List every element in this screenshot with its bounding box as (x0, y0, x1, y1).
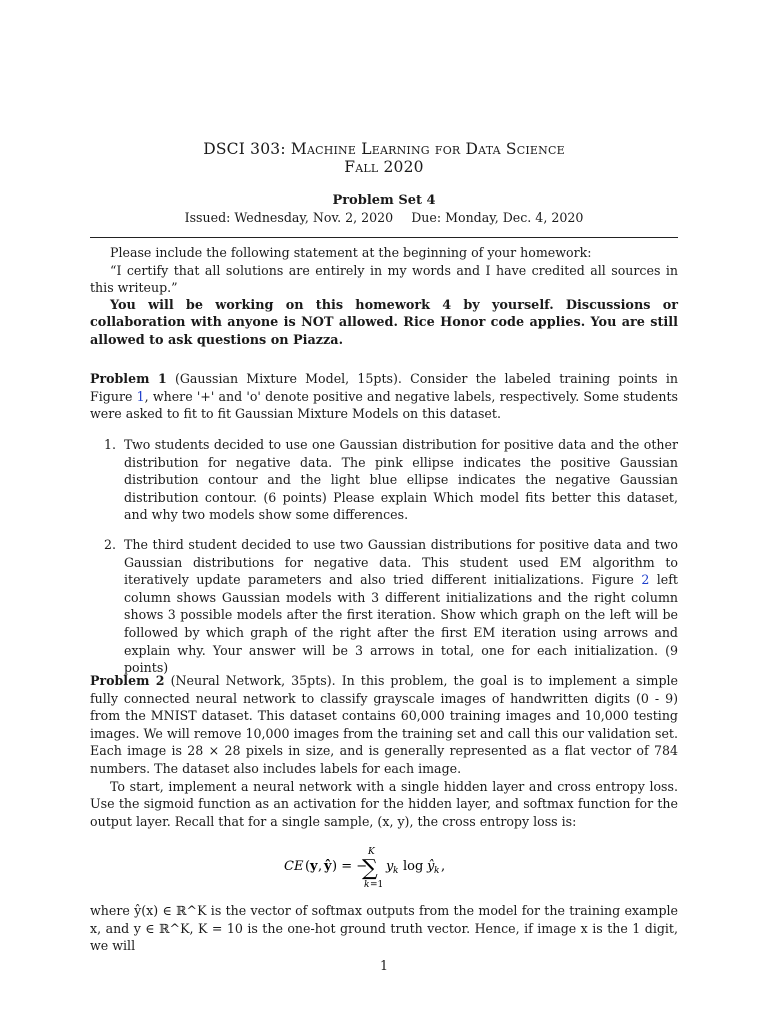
list-item-text-b: left column shows Gaussian models with 3 different initializations and the right column shows 3 possible models after the first iteration. Show which graph on the left will be followed by which graph of the right after the first EM iteration using arrows and explain why. Your answer will be 3 arrows in total, one for each initialization. (9 points) (124, 572, 678, 676)
svg-text:∑: ∑ (362, 856, 378, 881)
problem1-intro (90, 370, 678, 423)
problem2-para2: To start, implement a neural network with a single hidden layer and cross entropy loss. Use the sigmoid function as an activation for the hidden layer, and softmax function for the output layer. Recall that for a single sample, (x, y), the cross entropy loss is: (90, 778, 678, 829)
certify-statement: “I certify that all solutions are entirely in my words and I have credited all sources in this writeup.” (90, 262, 678, 296)
problem1-label: Problem 1 (90, 371, 167, 386)
list-item (90, 436, 678, 524)
list-item-number: 2. (104, 537, 117, 552)
intro-line: Please include the following statement at the beginning of your homework: (110, 245, 592, 260)
svg-text:k: k (393, 866, 399, 876)
problem1-text-b: , where '+' and 'o' denote positive and negative labels, respectively. Some students were asked to fit to fit Gaussian Mixture Models on this dataset. (90, 388, 678, 422)
header-rule (90, 237, 678, 238)
svg-text:=1: =1 (370, 880, 384, 890)
figure-2-link[interactable]: 2 (641, 572, 650, 588)
svg-text:) = −: ) = − (332, 859, 368, 874)
page-number: 1 (379, 958, 388, 973)
svg-text:(: ( (305, 859, 311, 874)
problem1-list (90, 436, 678, 524)
problem2-section (90, 672, 678, 830)
intro-section (90, 244, 678, 350)
problem2-para1: In this problem, the goal is to implement a simple fully connected neural network to classify grayscale images of handwritten digits (0 - 9) from the MNIST dataset. This dataset contains 60,000 training images and 10,000 testing images. We will remove 10,000 images from the training set and call this our validation set. Each image is 28 × 28 pixels in size, and is generally represented as a flat vector of 784 numbers. The dataset also includes labels for each image. (90, 673, 678, 776)
due-date: Due: Monday, Dec. 4, 2020 (411, 210, 584, 225)
svg-text:,: , (441, 859, 446, 874)
list-item-text: Two students decided to use one Gaussian distribution for positive data and the other distribution for negative data. The pink ellipse indicates the positive Gaussian distribution contour and the light blue ellipse indicates the negative Gaussian distribution contour. (6 points) Please explain Which model fits better this dataset, and why two models show some differences. (124, 437, 678, 523)
term: Fall 2020 (344, 158, 424, 176)
svg-text:ŷ: ŷ (324, 859, 332, 874)
svg-text:k: k (434, 866, 440, 876)
list-item-text-a: The third student decided to use two Gaussian distributions for positive data and two Gaussian distributions for negative data. This student used EM algorithm to iteratively update parameters and also tried different initializations. Figure (124, 537, 678, 588)
cross-entropy-equation (0, 842, 768, 892)
svg-text:CE: CE (284, 859, 304, 874)
problem2-para3-block (90, 902, 678, 955)
problem-set-title: Problem Set 4 (332, 193, 436, 208)
list-item (90, 536, 678, 677)
problem2-label: Problem 2 (90, 673, 165, 688)
figure-1-link[interactable]: 1 (136, 388, 145, 404)
svg-text:K: K (368, 847, 375, 857)
svg-text:y: y (386, 859, 394, 874)
collaboration-notice: You will be working on this homework 4 by yourself. Discussions or collaboration with anyone is NOT allowed. Rice Honor code applies. You are still allowed to ask questions on Piazza. (90, 297, 678, 348)
issued-date: Issued: Wednesday, Nov. 2, 2020 (184, 210, 394, 225)
problem2-topic: (Neural Network, 35pts). (170, 673, 336, 688)
svg-text:log: log (403, 859, 424, 874)
svg-text:ŷ: ŷ (427, 859, 435, 874)
dates-line (0, 210, 768, 225)
problem1-text-a: Consider the labeled training points in Figure (90, 371, 678, 404)
svg-text:,: , (318, 859, 323, 874)
list-item-number: 1. (104, 437, 117, 452)
svg-text:y: y (310, 859, 318, 874)
svg-text:k: k (364, 880, 370, 890)
problem1-topic: (Gaussian Mixture Model, 15pts). (174, 371, 402, 386)
course-title: DSCI 303: Machine Learning for Data Science (203, 140, 565, 158)
problem1-list-2 (90, 536, 678, 677)
problem2-para3: where ŷ(x) ∈ ℝ^K is the vector of softmax outputs from the model for the training example x, and y ∈ ℝ^K, K = 10 is the one-hot ground truth vector. Hence, if image x is the 1 digit, we will (90, 903, 678, 954)
